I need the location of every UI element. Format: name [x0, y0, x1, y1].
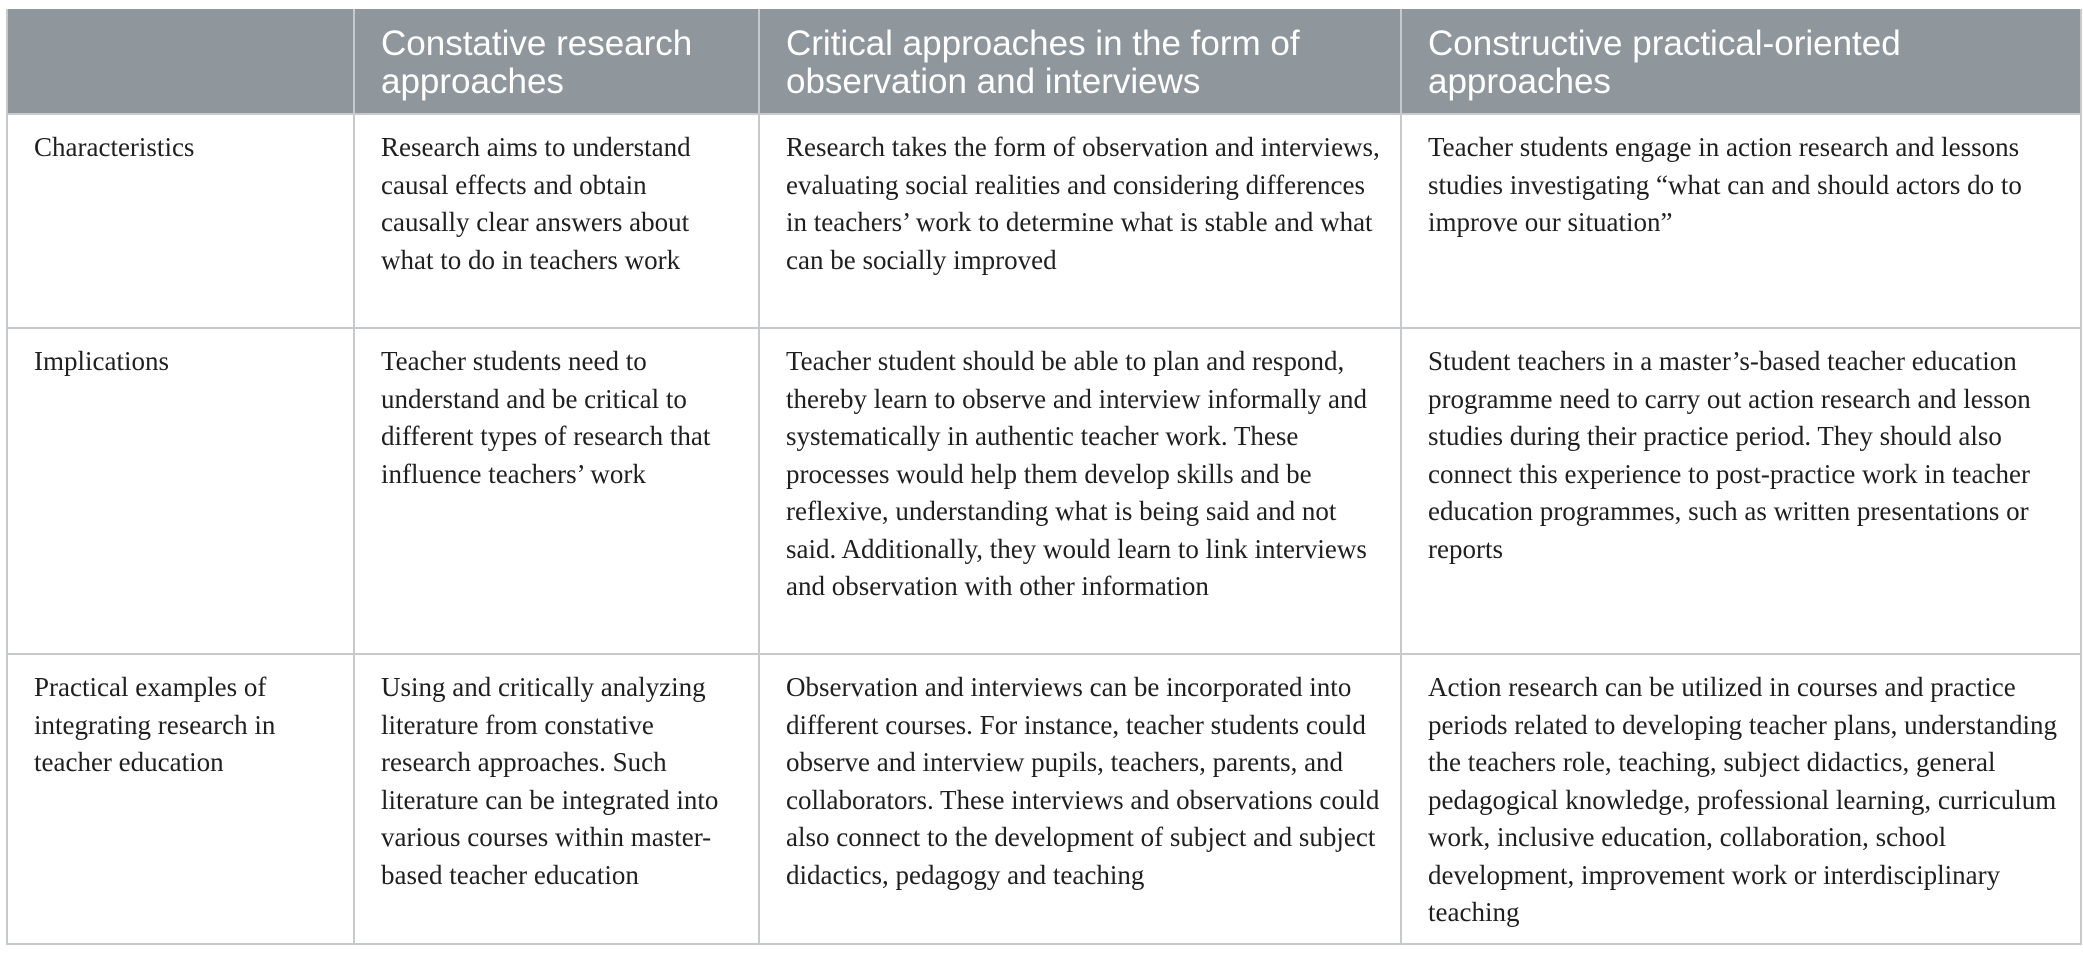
- table-cell: Research takes the form of observation and interviews, evaluating social realities and considering differences in teachers’ work to determine what is stable and what can be socially improved: [759, 114, 1401, 328]
- header-row: [7, 9, 2081, 114]
- row-label: Characteristics: [7, 114, 354, 328]
- header-constructive-approaches: Constructive practical-oriented approaches: [1401, 9, 2081, 114]
- header-constative-research: Constative research approaches: [354, 9, 759, 114]
- table-cell: Observation and interviews can be incorporated into different courses. For instance, teacher students could observe and interview pupils, teachers, parents, and collaborators. These interviews and observations could also connect to the development of subject and subject didactics, pedagogy and teaching: [759, 654, 1401, 944]
- table-row-practical-examples: [7, 654, 2081, 944]
- table-cell: Research aims to understand causal effects and obtain causally clear answers about what to do in teachers work: [354, 114, 759, 328]
- table-cell: Teacher students engage in action research and lessons studies investigating “what can and should actors do to improve our situation”: [1401, 114, 2081, 328]
- row-label: Implications: [7, 328, 354, 654]
- table-row-implications: [7, 328, 2081, 654]
- table-cell: Teacher student should be able to plan and respond, thereby learn to observe and interview informally and systematically in authentic teacher work. These processes would help them develop skills and be reflexive, understanding what is being said and not said. Additionally, they would learn to link interviews and observation with other information: [759, 328, 1401, 654]
- header-critical-approaches: Critical approaches in the form of observation and interviews: [759, 9, 1401, 114]
- row-label: Practical examples of integrating research in teacher education: [7, 654, 354, 944]
- table-cell: Using and critically analyzing literature from constative research approaches. Such literature can be integrated into various courses within master-based teacher education: [354, 654, 759, 944]
- table-cell: Student teachers in a master’s-based teacher education programme need to carry out action research and lesson studies during their practice period. They should also connect this experience to post-practice work in teacher education programmes, such as written presentations or reports: [1401, 328, 2081, 654]
- table-row-characteristics: [7, 114, 2081, 328]
- comparison-table: [6, 9, 2082, 945]
- comparison-table-container: [6, 9, 2080, 945]
- table-cell: Action research can be utilized in courses and practice periods related to developing teacher plans, understanding the teachers role, teaching, subject didactics, general pedagogical knowledge, professional learning, curriculum work, inclusive education, collaboration, school development, improvement work or interdisciplinary teaching: [1401, 654, 2081, 944]
- header-empty-cell: [7, 9, 354, 114]
- table-cell: Teacher students need to understand and be critical to different types of research that influence teachers’ work: [354, 328, 759, 654]
